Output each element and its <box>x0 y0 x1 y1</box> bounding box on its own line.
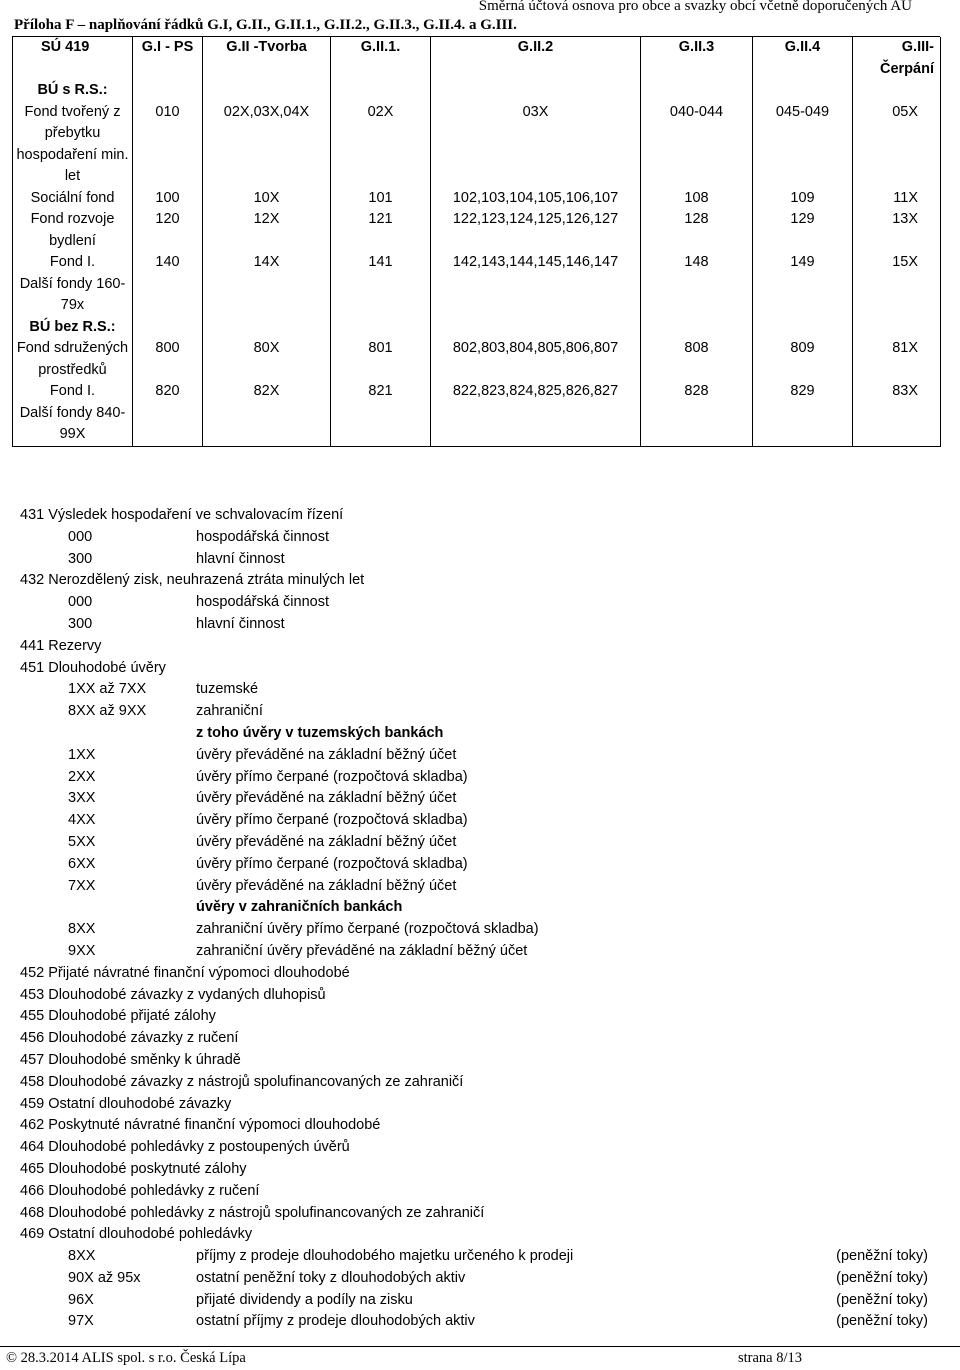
analytic-description: zahraniční úvěry přímo čerpané (rozpočtová skladba) <box>196 921 539 938</box>
table-cell: 828 <box>641 381 753 403</box>
table-cell <box>203 274 331 317</box>
list-item <box>0 636 960 658</box>
table-cell: 141 <box>331 252 431 274</box>
account-entry: 431 Výsledek hospodaření ve schvalovacím řízení <box>20 507 344 523</box>
analytic-code: 3XX <box>68 790 96 807</box>
list-item <box>0 897 960 919</box>
table-cell <box>331 403 431 447</box>
analytic-code: 7XX <box>68 877 96 894</box>
table-cell: 14X <box>203 252 331 274</box>
account-entry: 462 Poskytnuté návratné finanční výpomoci dlouhodobé <box>20 1117 381 1134</box>
list-item <box>0 1050 960 1072</box>
analytic-note: (peněžní toky) <box>836 1248 928 1265</box>
table-row <box>13 252 941 274</box>
analytic-description: úvěry přímo čerpané (rozpočtová skladba) <box>196 855 468 872</box>
subheading: úvěry v zahraničních bankách <box>196 899 403 916</box>
list-item <box>0 941 960 963</box>
account-entry: 458 Dlouhodobé závazky z nástrojů spolufinancovaných ze zahraničí <box>20 1073 464 1090</box>
list-item <box>0 614 960 636</box>
table-row <box>13 338 941 381</box>
empty-cell <box>641 80 753 102</box>
account-entry: 452 Přijaté návratné finanční výpomoci dlouhodobé <box>20 964 350 981</box>
list-item <box>0 919 960 941</box>
analytic-code: 1XX <box>68 746 96 763</box>
analytic-code: 1XX až 7XX <box>68 681 147 698</box>
table-cell: 122,123,124,125,126,127 <box>431 209 641 252</box>
table-cell <box>133 403 203 447</box>
list-item <box>0 1028 960 1050</box>
table-row <box>13 188 941 210</box>
document-subtitle: Směrná účtová osnova pro obce a svazky obcí včetně doporučených AU <box>478 0 912 14</box>
analytic-description: úvěry přímo čerpané (rozpočtová skladba) <box>196 768 468 785</box>
empty-cell <box>641 317 753 339</box>
analytic-code: 300 <box>68 550 93 567</box>
table-cell: 800 <box>133 338 203 381</box>
account-entry: 465 Dlouhodobé poskytnuté zálohy <box>20 1160 247 1177</box>
analytic-note: (peněžní toky) <box>836 1269 928 1286</box>
account-entry: 441 Rezervy <box>20 637 102 654</box>
table-cell: 010 <box>133 102 203 188</box>
table-cell <box>853 274 941 317</box>
list-item <box>0 963 960 985</box>
table-cell: 129 <box>753 209 853 252</box>
table-cell: 121 <box>331 209 431 252</box>
table-cell: 045-049 <box>753 102 853 188</box>
table-cell: 148 <box>641 252 753 274</box>
table-row <box>13 274 941 317</box>
table-cell: 820 <box>133 381 203 403</box>
empty-cell <box>853 317 941 339</box>
list-item <box>0 1290 960 1312</box>
table-cell: 808 <box>641 338 753 381</box>
account-entry: 466 Dlouhodobé pohledávky z ručení <box>20 1182 260 1199</box>
analytic-description: tuzemské <box>196 681 259 698</box>
table-cell <box>853 403 941 447</box>
empty-cell <box>203 80 331 102</box>
table-cell <box>331 274 431 317</box>
fund-label: Fond tvořený z přebytku hospodaření min. let <box>13 102 133 188</box>
table-cell: 101 <box>331 188 431 210</box>
list-item <box>0 570 960 592</box>
analytic-code: 4XX <box>68 812 96 829</box>
table-cell: 02X <box>331 102 431 188</box>
list-item <box>0 876 960 898</box>
account-entry: 453 Dlouhodobé závazky z vydaných dluhopisů <box>20 986 326 1003</box>
analytic-code: 2XX <box>68 768 96 785</box>
analytic-code: 8XX až 9XX <box>68 703 147 720</box>
table-header-row <box>13 37 941 80</box>
table-cell: 128 <box>641 209 753 252</box>
analytic-description: hlavní činnost <box>196 550 285 567</box>
analytic-description: úvěry převáděné na základní běžný účet <box>196 746 457 763</box>
analytic-code: 300 <box>68 615 93 632</box>
analytic-code: 5XX <box>68 833 96 850</box>
fund-label: Fond rozvoje bydlení <box>13 209 133 252</box>
analytic-description: hospodářská činnost <box>196 594 329 611</box>
empty-cell <box>133 80 203 102</box>
fund-label: Fond I. <box>13 381 133 403</box>
footer-copyright: © 28.3.2014 ALIS spol. s r.o. Česká Lípa <box>6 1350 246 1366</box>
table-cell: 82X <box>203 381 331 403</box>
column-header: G.II.3 <box>641 37 753 80</box>
table-cell: 03X <box>431 102 641 188</box>
table-cell: 801 <box>331 338 431 381</box>
analytic-description: příjmy z prodeje dlouhodobého majetku určeného k prodeji <box>196 1248 574 1265</box>
list-item <box>0 1224 960 1246</box>
table-cell: 120 <box>133 209 203 252</box>
fund-label: Další fondy 160-79x <box>13 274 133 317</box>
list-item <box>0 658 960 680</box>
empty-cell <box>431 80 641 102</box>
analytic-code: 90X až 95x <box>68 1269 141 1286</box>
table-cell: 108 <box>641 188 753 210</box>
analytic-code: 8XX <box>68 921 96 938</box>
section-row <box>13 80 941 102</box>
table-cell: 81X <box>853 338 941 381</box>
table-cell <box>753 403 853 447</box>
table-cell: 05X <box>853 102 941 188</box>
section-label: BÚ s R.S.: <box>13 80 133 102</box>
list-item <box>0 701 960 723</box>
fund-label: Fond sdružených prostředků <box>13 338 133 381</box>
list-item <box>0 505 960 527</box>
list-item <box>0 549 960 571</box>
analytic-code: 9XX <box>68 942 96 959</box>
analytic-code: 000 <box>68 528 93 545</box>
analytic-note: (peněžní toky) <box>836 1291 928 1308</box>
list-item <box>0 1159 960 1181</box>
column-header: G.III-Čerpání <box>853 37 941 80</box>
list-item <box>0 527 960 549</box>
analytic-code: 96X <box>68 1291 94 1308</box>
table-cell: 109 <box>753 188 853 210</box>
account-list <box>0 505 960 1333</box>
list-item <box>0 985 960 1007</box>
analytic-description: úvěry přímo čerpané (rozpočtová skladba) <box>196 812 468 829</box>
list-item <box>0 745 960 767</box>
list-item <box>0 1203 960 1225</box>
table-cell: 822,823,824,825,826,827 <box>431 381 641 403</box>
empty-cell <box>431 317 641 339</box>
list-item <box>0 854 960 876</box>
list-item <box>0 1115 960 1137</box>
table-row <box>13 209 941 252</box>
document-title: Příloha F – naplňování řádků G.I, G.II., G.II.1., G.II.2., G.II.3., G.II.4. a G.III. <box>14 17 517 33</box>
list-item <box>0 767 960 789</box>
analytic-code: 000 <box>68 594 93 611</box>
account-entry: 464 Dlouhodobé pohledávky z postoupených úvěrů <box>20 1139 350 1156</box>
empty-cell <box>331 80 431 102</box>
account-entry: 451 Dlouhodobé úvěry <box>20 659 166 676</box>
empty-cell <box>133 317 203 339</box>
analytic-description: úvěry převáděné na základní běžný účet <box>196 877 457 894</box>
table-cell: 142,143,144,145,146,147 <box>431 252 641 274</box>
account-entry: 459 Ostatní dlouhodobé závazky <box>20 1095 232 1112</box>
table-cell: 15X <box>853 252 941 274</box>
account-entry: 468 Dlouhodobé pohledávky z nástrojů spolufinancovaných ze zahraničí <box>20 1204 485 1221</box>
table-cell <box>641 274 753 317</box>
table-cell: 11X <box>853 188 941 210</box>
table-cell <box>133 274 203 317</box>
analytic-code: 8XX <box>68 1248 96 1265</box>
list-item <box>0 1181 960 1203</box>
list-item <box>0 1246 960 1268</box>
empty-cell <box>853 80 941 102</box>
section-label: BÚ bez R.S.: <box>13 317 133 339</box>
table-cell: 140 <box>133 252 203 274</box>
list-item <box>0 592 960 614</box>
list-item <box>0 810 960 832</box>
table-row <box>13 102 941 188</box>
column-header: G.II.4 <box>753 37 853 80</box>
footer-rule <box>0 1346 960 1347</box>
column-header: SÚ 419 <box>13 37 133 80</box>
list-item <box>0 832 960 854</box>
fund-label: Sociální fond <box>13 188 133 210</box>
list-item <box>0 723 960 745</box>
table-cell <box>431 274 641 317</box>
column-header: G.I - PS <box>133 37 203 80</box>
list-item <box>0 679 960 701</box>
analytic-description: hospodářská činnost <box>196 528 329 545</box>
table-cell: 040-044 <box>641 102 753 188</box>
table-cell: 10X <box>203 188 331 210</box>
fund-label: Fond I. <box>13 252 133 274</box>
column-header: G.II -Tvorba <box>203 37 331 80</box>
list-item <box>0 788 960 810</box>
account-entry: 455 Dlouhodobé přijaté zálohy <box>20 1008 216 1025</box>
list-item <box>0 1311 960 1333</box>
list-item <box>0 1268 960 1290</box>
section-row <box>13 317 941 339</box>
analytic-code: 97X <box>68 1313 94 1330</box>
table-cell: 829 <box>753 381 853 403</box>
table-row <box>13 403 941 447</box>
analytic-description: zahraniční úvěry převáděné na základní běžný účet <box>196 942 528 959</box>
analytic-note: (peněžní toky) <box>836 1313 928 1330</box>
analytic-description: úvěry převáděné na základní běžný účet <box>196 833 457 850</box>
table-cell: 100 <box>133 188 203 210</box>
table-cell: 12X <box>203 209 331 252</box>
table-cell: 13X <box>853 209 941 252</box>
table-cell: 02X,03X,04X <box>203 102 331 188</box>
empty-cell <box>753 80 853 102</box>
analytic-description: ostatní příjmy z prodeje dlouhodobých aktiv <box>196 1313 475 1330</box>
account-entry: 469 Ostatní dlouhodobé pohledávky <box>20 1226 253 1243</box>
analytic-description: ostatní peněžní toky z dlouhodobých aktiv <box>196 1269 466 1286</box>
account-entry: 456 Dlouhodobé závazky z ručení <box>20 1030 239 1047</box>
table-cell: 80X <box>203 338 331 381</box>
table-cell <box>203 403 331 447</box>
analytic-description: přijaté dividendy a podíly na zisku <box>196 1291 413 1308</box>
fund-table <box>12 37 941 447</box>
table-cell: 809 <box>753 338 853 381</box>
analytic-description: úvěry převáděné na základní běžný účet <box>196 790 457 807</box>
table-cell <box>753 274 853 317</box>
empty-cell <box>203 317 331 339</box>
table-cell: 83X <box>853 381 941 403</box>
account-entry: 457 Dlouhodobé směnky k úhradě <box>20 1051 241 1068</box>
column-header: G.II.2 <box>431 37 641 80</box>
table-cell: 149 <box>753 252 853 274</box>
analytic-code: 6XX <box>68 855 96 872</box>
footer-page-number: strana 8/13 <box>738 1350 803 1366</box>
list-item <box>0 1137 960 1159</box>
table-cell: 802,803,804,805,806,807 <box>431 338 641 381</box>
subheading: z toho úvěry v tuzemských bankách <box>196 724 444 741</box>
table-cell <box>641 403 753 447</box>
list-item <box>0 1094 960 1116</box>
table-cell: 102,103,104,105,106,107 <box>431 188 641 210</box>
list-item <box>0 1006 960 1028</box>
fund-label: Další fondy 840-99X <box>13 403 133 447</box>
table-row <box>13 381 941 403</box>
account-entry: 432 Nerozdělený zisk, neuhrazená ztráta minulých let <box>20 572 365 589</box>
empty-cell <box>331 317 431 339</box>
table-cell <box>431 403 641 447</box>
table-cell: 821 <box>331 381 431 403</box>
empty-cell <box>753 317 853 339</box>
list-item <box>0 1072 960 1094</box>
analytic-description: zahraniční <box>196 703 263 720</box>
column-header: G.II.1. <box>331 37 431 80</box>
analytic-description: hlavní činnost <box>196 615 285 632</box>
